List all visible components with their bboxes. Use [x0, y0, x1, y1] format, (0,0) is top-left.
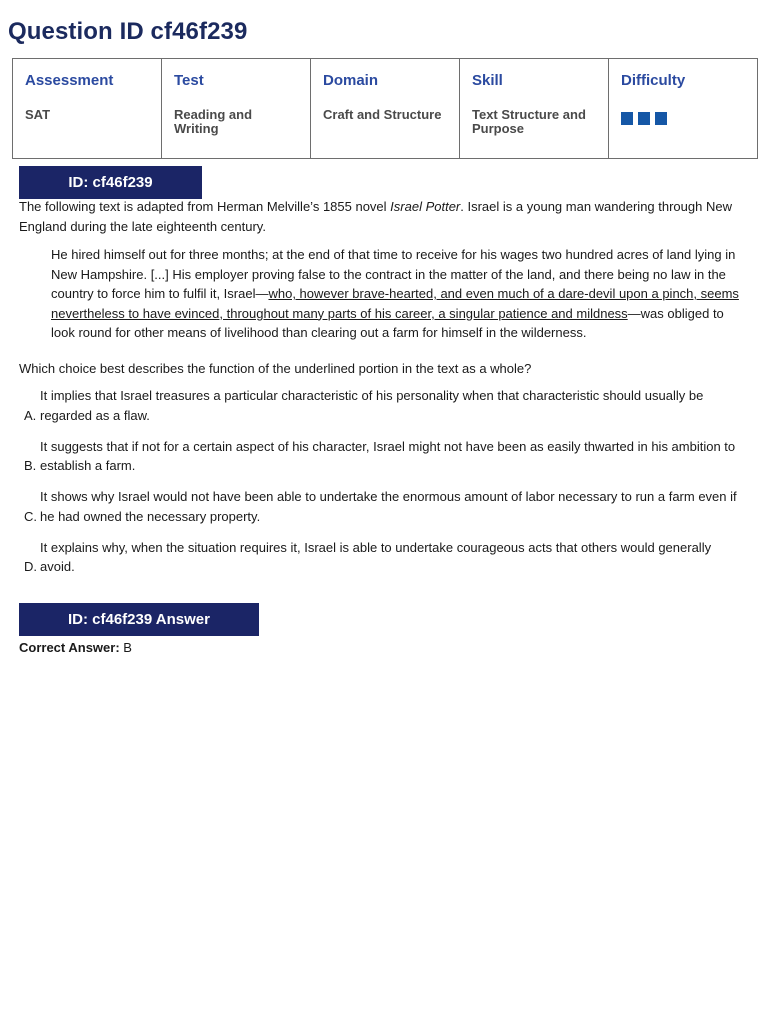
test-header: Test — [174, 72, 204, 89]
test-cell — [162, 59, 311, 159]
question-id-banner: ID: cf46f239 — [19, 166, 202, 199]
domain-cell — [311, 59, 460, 159]
difficulty-bar — [655, 112, 667, 125]
domain-header: Domain — [323, 72, 379, 89]
choice-letter: A. — [24, 407, 37, 423]
page-title: Question ID cf46f239 — [8, 18, 248, 45]
intro-text-before: The following text is adapted from Herman Melville’s 1855 novel — [19, 199, 391, 214]
choice-d[interactable] — [19, 538, 747, 577]
choice-text: It suggests that if not for a certain aspect of his character, Israel might not have been as easily thwarted in his ambition to establish a farm. — [40, 438, 736, 473]
skill-value: Text Structure and Purpose — [472, 107, 586, 136]
choice-b[interactable] — [19, 437, 747, 476]
correct-answer-label: Correct Answer: — [19, 640, 120, 655]
question-meta-table — [12, 58, 758, 159]
difficulty-indicator — [621, 112, 745, 125]
assessment-value: SAT — [25, 107, 51, 122]
test-value: Reading and Writing — [174, 107, 253, 136]
novel-title: Israel Potter — [390, 199, 461, 214]
passage-text-after: —was obliged to look round for other means of livelihood than clearing out a farm for himself in the wilderness. — [51, 305, 724, 340]
choice-text: It shows why Israel would not have been able to undertake the enormous amount of labor necessary to run a farm even if he had owned the necessary property. — [40, 489, 737, 524]
domain-value: Craft and Structure — [323, 107, 442, 122]
choice-text: It implies that Israel treasures a particular characteristic of his personality when that characteristic should usually be regarded as a flaw. — [40, 388, 704, 423]
choice-a[interactable] — [19, 386, 747, 425]
underlined-portion: who, however brave-hearted, and even much of a dare-devil upon a pinch, seems nevertheless to have evinced, throughout many parts of his career, a singular patience and mildness — [51, 286, 739, 321]
choice-text: It explains why, when the situation requires it, Israel is able to undertake courageous acts that others would generally avoid. — [40, 539, 712, 574]
correct-answer — [19, 638, 132, 657]
answer-choices — [19, 386, 747, 588]
answer-id-banner: ID: cf46f239 Answer — [19, 603, 259, 636]
choice-letter: D. — [24, 559, 37, 574]
correct-answer-value: B — [123, 640, 132, 655]
passage-text-before: He hired himself out for three months; at the end of that time to receive for his wages two hundred acres of land lying in New Hampshire. [...] His employer proving false to the contract in the matter of the land, and there being no law in the country to force him to fulfil it, Israel— — [51, 247, 736, 301]
skill-header: Skill — [472, 72, 503, 89]
difficulty-header: Difficulty — [621, 72, 686, 89]
assessment-cell — [13, 59, 162, 159]
assessment-header: Assessment — [25, 72, 114, 89]
intro-text-after: . Israel is a young man wandering through New England during the late eighteenth century. — [19, 199, 732, 234]
skill-cell — [460, 59, 609, 159]
question-prompt: Which choice best describes the function of the underlined portion in the text as a whole? — [19, 361, 532, 376]
choice-letter: B. — [24, 458, 37, 473]
choice-letter: C. — [24, 508, 37, 524]
passage-quote — [51, 245, 747, 343]
difficulty-bar — [638, 112, 650, 125]
choice-c[interactable] — [19, 487, 747, 526]
passage-intro — [19, 197, 747, 236]
difficulty-cell — [609, 59, 758, 159]
difficulty-bar — [621, 112, 633, 125]
